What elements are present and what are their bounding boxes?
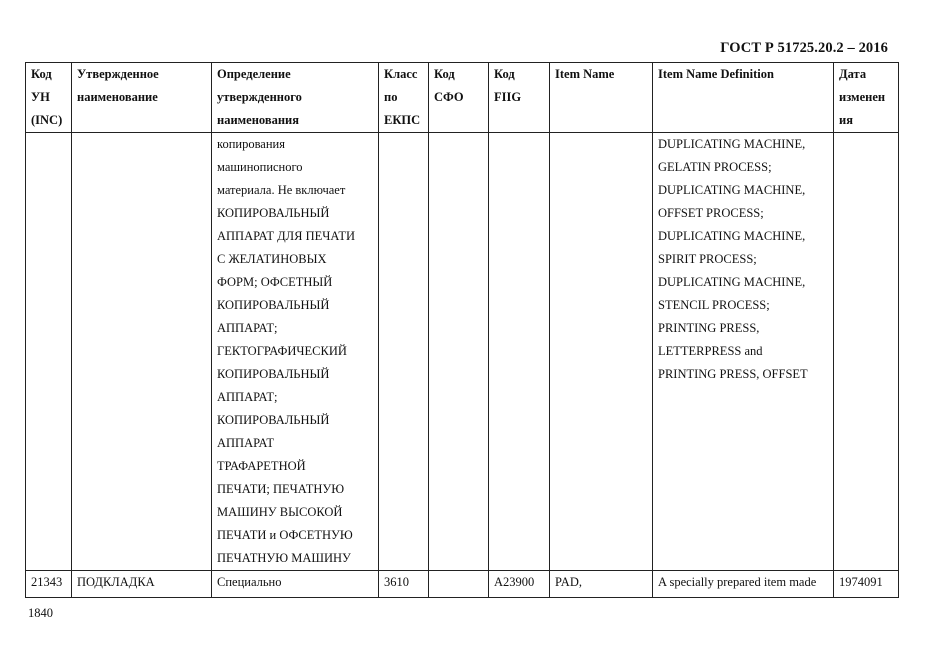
cell-change-date — [834, 133, 899, 571]
col-header-class: Класс по ЕКПС — [379, 63, 429, 133]
cell-class: 3610 — [379, 571, 429, 598]
col-header-sfo: Код СФО — [429, 63, 489, 133]
cell-fiig: A23900 — [489, 571, 550, 598]
cell-inc: 21343 — [26, 571, 72, 598]
cell-item-name-definition: DUPLICATING MACHINE, GELATIN PROCESS; DUPLICATING MACHINE, OFFSET PROCESS; DUPLICATING MACHINE, SPIRIT PROCESS; DUPLICATING MACHINE, STENCIL PROCESS; PRINTING PRESS, LETTERPRESS and PRINTING PRESS, OFFSET — [653, 133, 834, 571]
cell-approved-name — [72, 133, 212, 571]
col-header-item-name: Item Name — [550, 63, 653, 133]
continuation-row — [26, 133, 899, 571]
cell-item-name-definition: A specially prepared item made — [653, 571, 834, 598]
cell-change-date: 1974091 — [834, 571, 899, 598]
cell-definition: Специально — [212, 571, 379, 598]
specification-table — [25, 62, 899, 598]
cell-sfo — [429, 133, 489, 571]
col-header-change-date: Дата изменен ия — [834, 63, 899, 133]
table-row — [26, 571, 899, 598]
cell-item-name: PAD, — [550, 571, 653, 598]
col-header-approved-name: Утвержденное наименование — [72, 63, 212, 133]
cell-fiig — [489, 133, 550, 571]
cell-inc — [26, 133, 72, 571]
col-header-inc: Код УН (INC) — [26, 63, 72, 133]
page-number: 1840 — [28, 606, 53, 620]
col-header-fiig: Код FIIG — [489, 63, 550, 133]
cell-approved-name: ПОДКЛАДКА — [72, 571, 212, 598]
cell-definition: копирования машинописного материала. Не включает КОПИРОВАЛЬНЫЙ АППАРАТ ДЛЯ ПЕЧАТИ С ЖЕЛАТИНОВЫХ ФОРМ; ОФСЕТНЫЙ КОПИРОВАЛЬНЫЙ АППАРАТ; ГЕКТОГРАФИЧЕСКИЙ КОПИРОВАЛЬНЫЙ АППАРАТ; КОПИРОВАЛЬНЫЙ АППАРАТ ТРАФАРЕТНОЙ ПЕЧАТИ; ПЕЧАТНУЮ МАШИНУ ВЫСОКОЙ ПЕЧАТИ и ОФСЕТНУЮ ПЕЧАТНУЮ МАШИНУ — [212, 133, 379, 571]
document-header: ГОСТ Р 51725.20.2 – 2016 — [720, 40, 888, 56]
cell-sfo — [429, 571, 489, 598]
col-header-item-name-definition: Item Name Definition — [653, 63, 834, 133]
header-row — [26, 63, 899, 133]
cell-item-name — [550, 133, 653, 571]
cell-class — [379, 133, 429, 571]
col-header-definition: Определение утвержденного наименования — [212, 63, 379, 133]
